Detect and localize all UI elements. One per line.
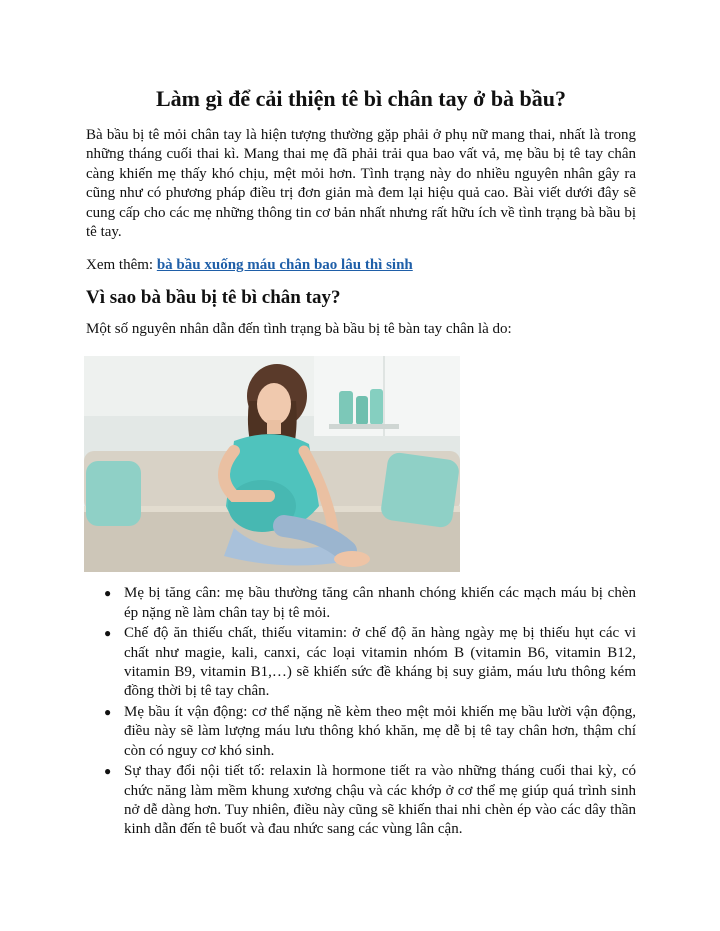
list-item [104,624,636,702]
reason-text: Chế độ ăn thiếu chất, thiếu vitamin: ở chế độ ăn hàng ngày mẹ bị thiếu hụt các vi chất như magie, kali, canxi, các loại vitamin nhóm B (vitamin B6, vitamin B12, vitamin B9, vitamin B1,…) sẽ khiến sức đề kháng bị suy giảm, máu lưu thông kém đồng thời bị tê tay chân. [124,625,636,700]
see-also-link[interactable]: bà bầu xuống máu chân bao lâu thì sinh [156,257,413,274]
bullet-icon: ● [104,626,112,641]
list-item [104,762,636,840]
see-also-line [86,256,636,275]
reason-text: Sự thay đổi nội tiết tố: relaxin là hormone tiết ra vào những tháng cuối thai kỳ, có chức năng làm mềm khung xương chậu và các khớp ở cơ thể mẹ giúp quá trình sinh nở dễ dàng hơn. Tuy nhiên, điều này cũng sẽ khiến thai nhi chèn ép vào các dây thần kinh dẫn đến tê buốt và đau nhức sang các vùng lân cận. [124,763,636,838]
intro-paragraph: Bà bầu bị tê mỏi chân tay là hiện tượng thường gặp phải ở phụ nữ mang thai, nhất là trong những tháng cuối thai kì. Mang thai mẹ đã phải trải qua bao vất vả, mẹ bầu bị tê tay chân càng khiến mẹ thấy khó chịu, mệt mỏi hơn. Tình trạng này do nhiều nguyên nhân gây ra cũng như có phương pháp điều trị đơn giản mà đem lại hiệu quả cao. Bài viết dưới đây sẽ cung cấp cho các mẹ những thông tin cơ bản nhất nhưng rất hữu ích về tình trạng bà bầu bị tê tay. [86,127,636,241]
see-also-label: Xem thêm: [86,257,157,274]
article-title: Làm gì để cải thiện tê bì chân tay ở bà bầu? [155,86,567,111]
section-heading: Vì sao bà bầu bị tê bì chân tay? [86,287,341,309]
list-item [104,584,636,623]
document-page [86,0,636,841]
reason-text: Mẹ bầu ít vận động: cơ thể nặng nề kèm theo mệt mỏi khiến mẹ bầu lười vận động, điều này sẽ làm lượng máu lưu thông khó khăn, mẹ dễ bị tê tay chân hơn, thậm chí còn có nguy cơ khó sinh. [124,703,636,759]
reason-text: Mẹ bị tăng cân: mẹ bầu thường tăng cân nhanh chóng khiến các mạch máu bị chèn ép nặng nề làm chân tay bị tê mỏi. [124,585,636,621]
bullet-icon: ● [104,704,112,719]
bullet-icon: ● [104,586,112,601]
reasons-list [86,584,636,839]
list-item [104,703,636,761]
bullet-icon: ● [104,764,112,779]
pregnant-woman-photo [84,356,460,572]
section-lead: Một số nguyên nhân dẫn đến tình trạng bà bầu bị tê bàn tay chân là do: [86,321,512,338]
